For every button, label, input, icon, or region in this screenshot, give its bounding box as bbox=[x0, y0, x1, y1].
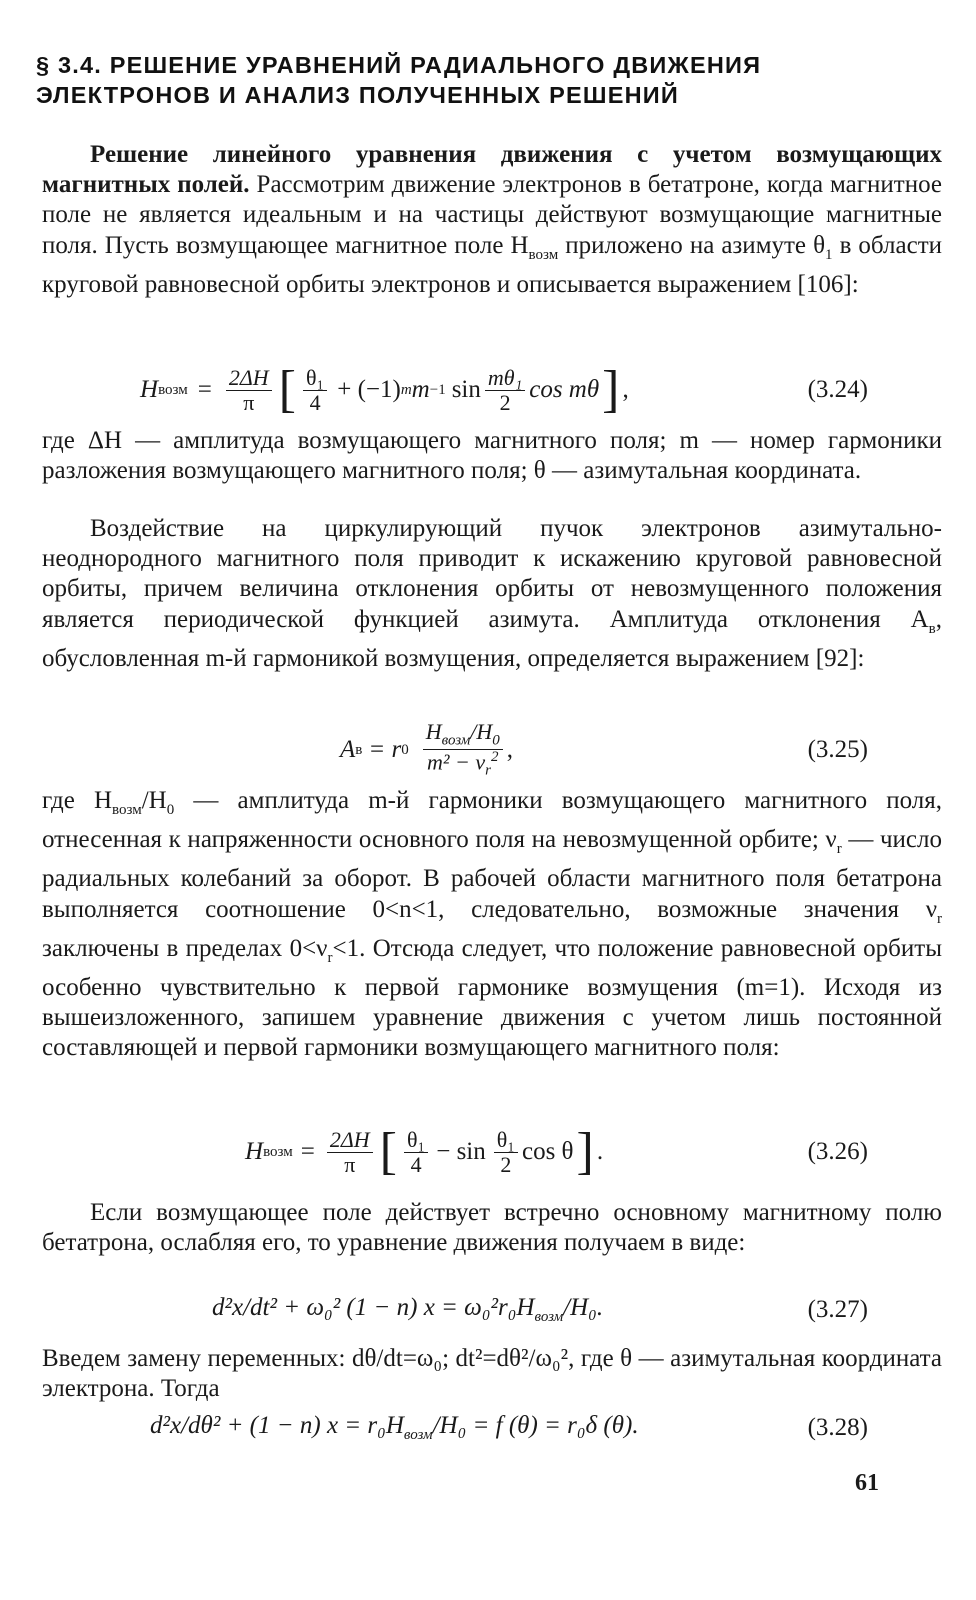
equation-3-28: d²x/dθ² + (1 − n) $x = r_0H_{возм}/H_0 = f$ (θ) = r₀δ (θ). (3.28) bbox=[150, 1412, 868, 1443]
paragraph-4: где $H_{возм}/H_0$ — амплитуда m-й гармоники возмущающего магнитного поля, отнесенная к напряженности основного поля на невозмущенной орбите; $\nu_r$ — число радиальных колебаний за оборот. В рабочей области магнитного поля бетатрона выполняется соотношение 0<n<1, следовательно, возможные значения $\nu_r$ заключены в пределах $0<\nu_r<1$. Отсюда следует, что положение равновесной орбиты особенно чувствительно к первой гармонике возмущения (m=1). Исходя из вышеизложенного, запишем уравнение движения с учетом лишь постоянной составляющей и первой гармоники возмущающего магнитного поля: bbox=[42, 787, 943, 1062]
equation-number: (3.26) bbox=[807, 1138, 868, 1165]
page-number: 61 bbox=[855, 1470, 879, 1496]
section-heading bbox=[36, 50, 936, 110]
paragraph-6: Введем замену переменных: dθ/dt=ω₀; dt²=dθ²/ω₀², где θ — азимутальная координата электрона. Тогда bbox=[42, 1345, 942, 1403]
equation-3-25: A в = r 0 $\frac{H_{возм}/H_0}{m^2 - \nu_r^2}$ , (3.25) bbox=[340, 719, 868, 780]
equation-3-24: H возм = $\frac{2\Delta H}{\pi}$ [ $\frac{\text{θ₁}}{4}$ + (−1) m m −1 sin $\frac{\text{mθ₁}}{2}$ cos mθ ] , (3.24) bbox=[140, 361, 868, 418]
equation-number: (3.25) bbox=[807, 736, 868, 763]
heading-line-1: § 3.4. РЕШЕНИЕ УРАВНЕНИЙ РАДИАЛЬНОГО ДВИЖЕНИЯ bbox=[36, 52, 762, 78]
heading-line-2: ЭЛЕКТРОНОВ И АНАЛИЗ ПОЛУЧЕННЫХ РЕШЕНИЙ bbox=[36, 82, 679, 108]
equation-number: (3.28) bbox=[807, 1414, 868, 1441]
fraction: $\frac{2\Delta H}{\pi}$ bbox=[226, 366, 272, 413]
equation-number: (3.24) bbox=[807, 376, 868, 403]
paragraph-5: Если возмущающее поле действует встречно основному магнитному полю бетатрона, ослабляя его, то уравнение движения получаем в виде: bbox=[42, 1199, 942, 1257]
fraction: $\frac{2\Delta H}{\pi}$ bbox=[327, 1128, 373, 1175]
paragraph-1: Решение линейного уравнения движения с учетом возмущающих магнитных полей. Рассмотрим движение электронов в бетатроне, когда магнитное поле не является идеальным и на частицы действуют возмущающие магнитные поля. Пусть возмущающее магнитное поле $H_{возм}$ приложено на азимуте $\theta_1$ в области круговой равновесной орбиты электронов и описывается выражением [106]: bbox=[42, 141, 942, 298]
equation-3-27: d²x/dt² + ω₀² (1 − n) $x = \omega_0^2r_0H_{возм}/H_0$. (3.27) bbox=[212, 1294, 868, 1325]
equation-number: (3.27) bbox=[807, 1296, 868, 1323]
fraction: $\frac{H_{возм}/H_0}{m^2 - \nu_r^2}$ bbox=[423, 720, 503, 780]
paragraph-3: Воздействие на циркулирующий пучок электронов азимутально-неоднородного магнитного поля приводит к искажению круговой равновесной орбиты, причем величина отклонения орбиты от невозмущенного положения является периодической функцией азимута. Амплитуда отклонения $A_в$, обусловленная m-й гармоникой возмущения, определяется выражением [92]: bbox=[42, 515, 942, 672]
paragraph-1-lead: Решение линейного уравнения движения с учетом возмущающих магнитных полей. bbox=[42, 141, 942, 199]
paragraph-2: где ΔH — амплитуда возмущающего магнитного поля; m — номер гармоники разложения возмущающего магнитного поля; θ — азимутальная координата. bbox=[42, 427, 942, 485]
equation-3-26: H возм = $\frac{2\Delta H}{\pi}$ [ $\frac{\text{θ₁}}{4}$ − sin $\frac{\text{θ₁}}{2}$ cos θ ] . (3.26) bbox=[245, 1123, 868, 1180]
